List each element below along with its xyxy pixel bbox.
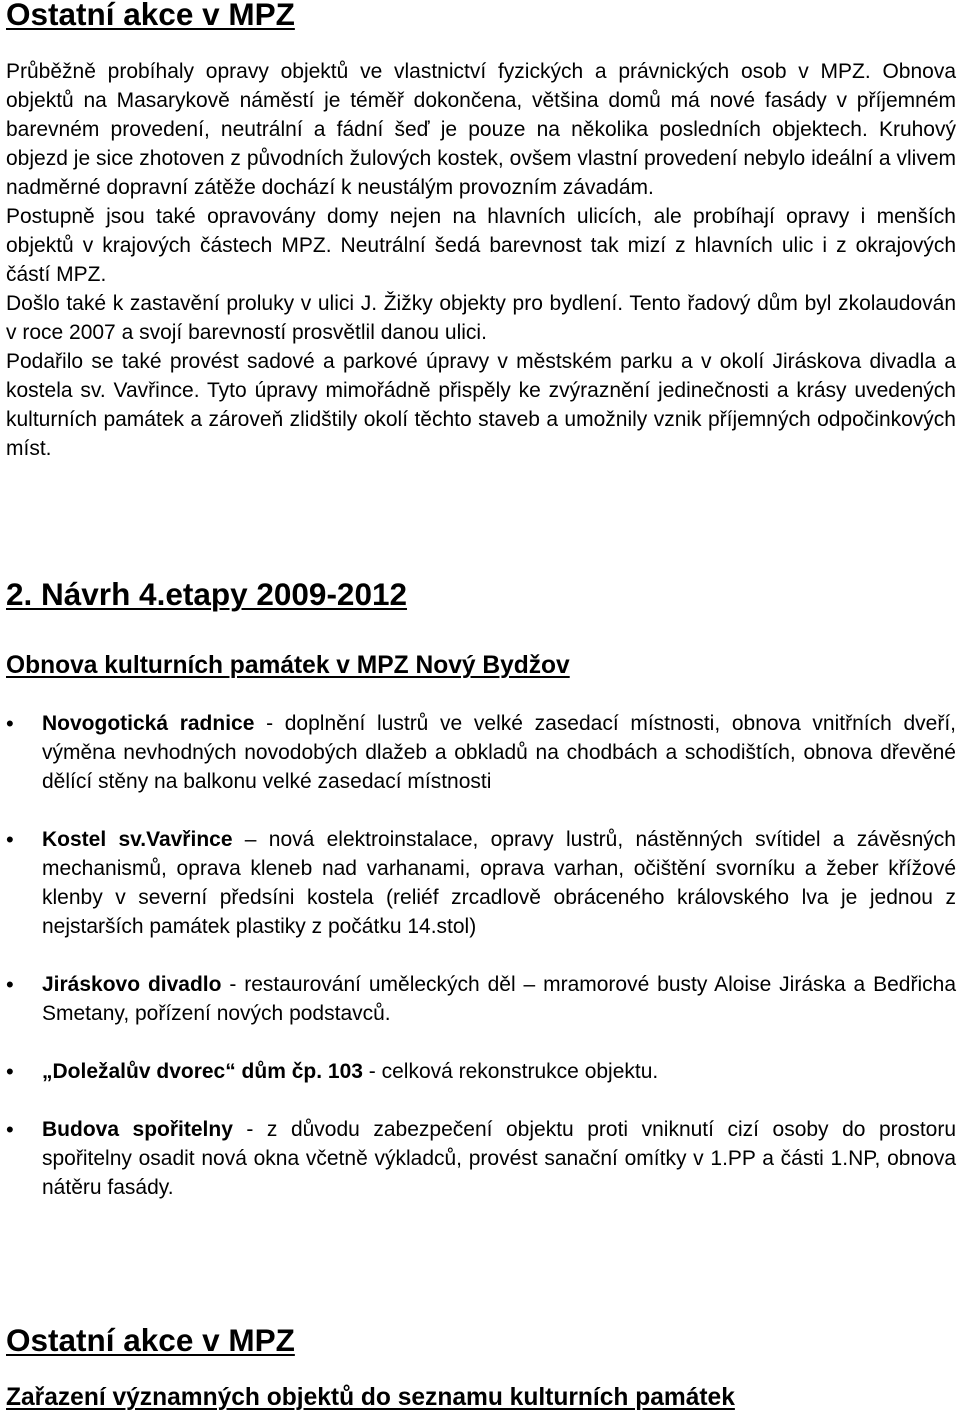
bullet-icon: • — [6, 972, 14, 997]
item-text: - z důvodu zabezpečení objektu proti vniknutí cizí osoby do prostoru spořitelny osadit nová okna včetně výkladců, provést sanační omítky v 1.PP a části 1.NP, obnova nátěru fasády. — [42, 1118, 956, 1199]
item-name: Budova spořitelny — [42, 1118, 233, 1141]
bullet-icon: • — [6, 711, 14, 736]
item-text: – nová elektroinstalace, opravy lustrů, nástěnných svítidel a závěsných mechanismů, oprava kleneb nad varhanami, oprava varhan, očištění svorníku a žeber křížové klenby v severní předsíni kostela (reliéf zrcadlově obráceného královského lva je jednou z nejstarších památek plastiky z počátku 14.stol) — [42, 828, 956, 938]
bullet-icon: • — [6, 827, 14, 852]
list-item — [6, 970, 956, 1028]
item-text: - restaurování uměleckých děl – mramorové busty Aloise Jiráska a Bedřicha Smetany, pořízení nových podstavců. — [42, 973, 957, 1025]
section-heading-ostatni-akce: Ostatní akce v MPZ — [6, 0, 295, 32]
bullet-icon: • — [6, 1117, 14, 1142]
paragraph: Došlo také k zastavění proluky v ulici J. Žižky objekty pro bydlení. Tento řadový dům byl zkolaudován v roce 2007 a svojí barevností prosvětlil danou ulici. — [6, 292, 956, 344]
item-name: „Doležalův dvorec“ dům čp. 103 — [42, 1060, 363, 1083]
subsection-heading-zarazeni: Zařazení významných objektů do seznamu kulturních památek — [6, 1384, 735, 1411]
list-item — [6, 709, 956, 796]
list-item — [6, 1115, 956, 1202]
item-text: - doplnění lustrů ve velké zasedací místnosti, obnova vnitřních dveří, výměna nevhodných novodobých dlažeb a obkladů na chodbách a schodištích, obnova dřevěné dělící stěny na balkonu velké zasedací místnosti — [42, 712, 956, 793]
item-name: Jiráskovo divadlo — [42, 973, 222, 996]
list-item — [6, 825, 956, 941]
monument-list — [6, 709, 956, 1231]
bullet-icon: • — [6, 1059, 14, 1084]
item-name: Novogotická radnice — [42, 712, 255, 735]
list-item — [6, 1057, 956, 1086]
section-heading-ostatni-akce-2: Ostatní akce v MPZ — [6, 1322, 295, 1358]
item-name: Kostel sv.Vavřince — [42, 828, 233, 851]
section-body — [6, 57, 956, 463]
item-text: - celková rekonstrukce objektu. — [362, 1060, 659, 1083]
subsection-heading-obnova: Obnova kulturních památek v MPZ Nový Bydžov — [6, 652, 570, 679]
paragraph: Postupně jsou také opravovány domy nejen na hlavních ulicích, ale probíhají opravy i menších objektů v krajových částech MPZ. Neutrální šedá barevnost tak mizí z hlavních ulic i z okrajových částí MPZ. — [6, 205, 956, 286]
section-heading-navrh: 2. Návrh 4.etapy 2009-2012 — [6, 576, 408, 612]
paragraph: Průběžně probíhaly opravy objektů ve vlastnictví fyzických a právnických osob v MPZ. Obnova objektů na Masarykově náměstí je téměř dokončena, většina domů má nové fasády v příjemném barevném provedení, neutrální a fádní šeď je pouze na několika posledních objektech. Kruhový objezd je sice zhotoven z původních žulových kostek, ovšem vlastní provedení nebylo ideální a vlivem nadměrné dopravní zátěže dochází k neustálým provozním závadám. — [6, 60, 956, 199]
paragraph: Podařilo se také provést sadové a parkové úpravy v městském parku a v okolí Jiráskova divadla a kostela sv. Vavřince. Tyto úpravy mimořádně přispěly ke zvýraznění jedinečnosti a krásy uvedených kulturních památek a zároveň zlidštily okolí těchto staveb a umožnily vznik příjemných odpočinkových míst. — [6, 350, 956, 460]
